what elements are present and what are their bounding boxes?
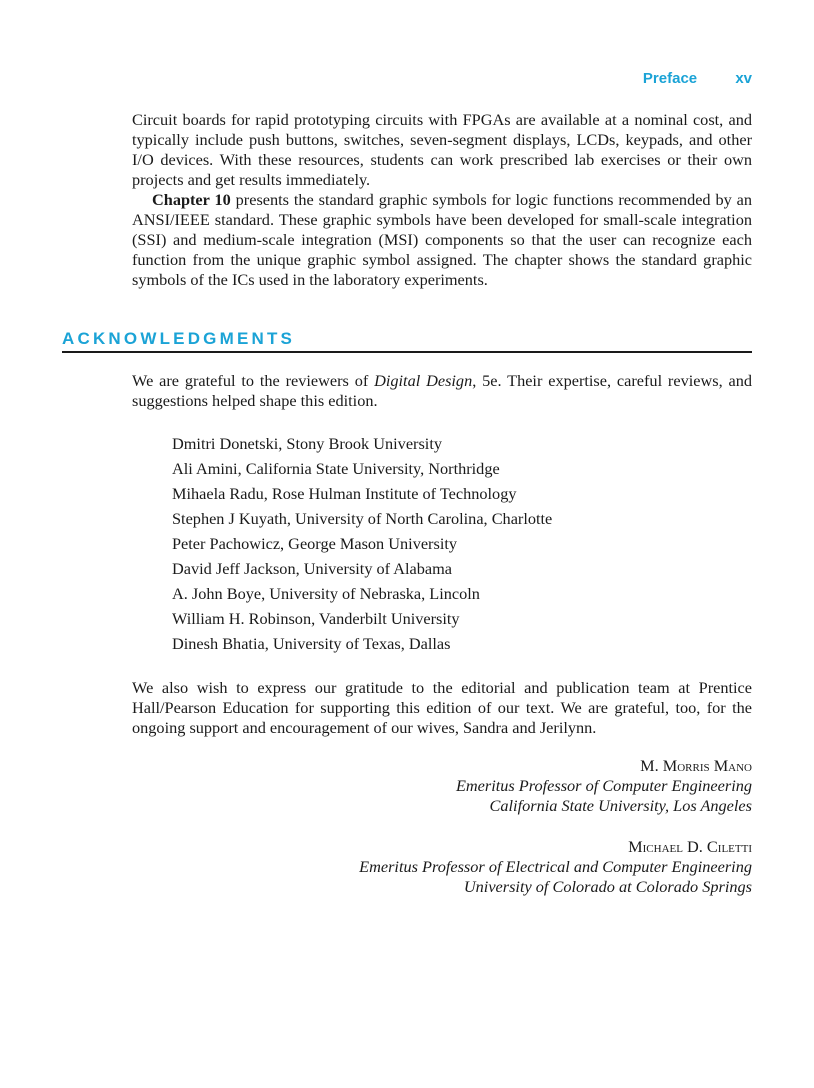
list-item: A. John Boye, University of Nebraska, Lincoln — [172, 584, 480, 603]
list-item: Ali Amini, California State University, Northridge — [172, 459, 500, 478]
chapter-10-lead-in: Chapter 10 — [152, 190, 231, 209]
author-name: Michael D. Ciletti — [628, 837, 752, 856]
author-institution: California State University, Los Angeles — [489, 796, 752, 815]
section-rule — [62, 351, 752, 353]
paragraph-chapter-10 — [132, 190, 752, 290]
list-item: David Jeff Jackson, University of Alabama — [172, 559, 453, 578]
list-item: William H. Robinson, Vanderbilt University — [172, 609, 460, 628]
signature-ciletti — [359, 837, 752, 897]
running-head — [643, 70, 752, 87]
author-title: Emeritus Professor of Computer Engineering — [455, 776, 752, 795]
list-item: Dmitri Donetski, Stony Brook University — [172, 434, 442, 453]
intro-after: , 5e. Their expertise, careful reviews, and suggestions helped shape this edition. — [132, 371, 752, 410]
book-title: Digital Design — [374, 371, 473, 390]
acknowledgments-closing: We also wish to express our gratitude to the editorial and publication team at Prentice Hall/Pearson Education for supporting this edition of our text. We are grateful, too, for the ongoing support and encouragement of our wives, Sandra and Jerilynn. — [132, 678, 752, 737]
list-item: Peter Pachowicz, George Mason University — [172, 534, 458, 553]
running-head-section: Preface — [642, 70, 698, 87]
acknowledgments-heading: ACKNOWLEDGMENTS — [62, 329, 296, 348]
reviewer-list — [172, 431, 552, 656]
acknowledgments-intro — [132, 371, 752, 411]
page-number: xv — [735, 70, 752, 87]
list-item: Stephen J Kuyath, University of North Carolina, Charlotte — [172, 509, 553, 528]
intro-before: We are grateful to the reviewers of — [132, 371, 375, 390]
chapter-10-text: presents the standard graphic symbols for logic functions recommended by an ANSI/IEEE standard. These graphic symbols have been developed for small-scale integration (SSI) and medium-scale integration (MSI) components so that the user can recognize each function from the unique graphic symbol assigned. The chapter shows the standard graphic symbols of the ICs used in the laboratory experiments. — [132, 190, 752, 289]
author-institution: University of Colorado at Colorado Springs — [463, 877, 752, 896]
list-item: Mihaela Radu, Rose Hulman Institute of Technology — [172, 484, 517, 503]
author-title: Emeritus Professor of Electrical and Computer Engineering — [359, 857, 752, 876]
list-item: Dinesh Bhatia, University of Texas, Dallas — [172, 634, 451, 653]
paragraph-fpga-boards: Circuit boards for rapid prototyping circuits with FPGAs are available at a nominal cost, and typically include push buttons, switches, seven-segment displays, LCDs, keypads, and other I/O devices. With these resources, students can work prescribed lab exercises or their own projects and get results immediately. — [132, 110, 752, 189]
author-name: M. Morris Mano — [640, 756, 752, 775]
signature-mano — [456, 756, 752, 816]
